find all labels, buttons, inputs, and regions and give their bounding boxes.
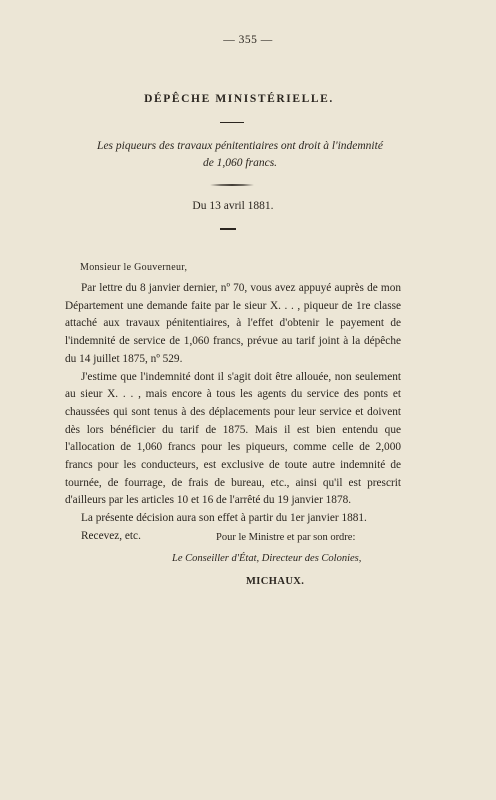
subtitle-line-1: Les piqueurs des travaux pénitentiaires ont droit à l'indemnité xyxy=(97,140,383,152)
paragraph: Recevez, etc. xyxy=(81,529,141,542)
paragraph: La présente décision aura son effet à partir du 1er janvier 1881. xyxy=(81,512,367,525)
title-rule xyxy=(220,122,244,123)
letter-body xyxy=(65,280,401,546)
paragraph: Par lettre du 8 janvier dernier, nº 70, vous avez appuyé auprès de mon Département une demande faite par le sieur X. . . , piqueur de 1re classe attaché aux travaux pénitentiaires, à l'effet d'obtenir le payement de l'indemnité de service de 1,060 francs, prévue au tarif joint à la dépêche du 14 juillet 1875, nº 529. xyxy=(65,282,401,365)
ornament-divider xyxy=(210,183,254,187)
signature-role: Le Conseiller d'État, Directeur des Colonies, xyxy=(172,553,362,564)
signature-name: MICHAUX. xyxy=(246,576,305,587)
paragraph: J'estime que l'indemnité dont il s'agit doit être allouée, non seulement au sieur X. . . , mais encore à tous les agents du service des ponts et chaussées qui sont tenus à des déplacements pour leur service et doivent dès lors bénéficier du tarif de 1875. Mais il est bien entendu que l'allocation de 1,060 francs pour les piqueurs, comme celle de 2,000 francs pour les conducteurs, est exclusive de toute autre indemnité de tournée, de fourrage, de frais de bureau, etc., ainsi qu'il est prescrit d'ailleurs par les articles 10 et 16 de l'arrêté du 19 janvier 1878. xyxy=(65,370,401,507)
subtitle-line-2: de 1,060 francs. xyxy=(202,157,278,169)
document-date: Du 13 avril 1881. xyxy=(192,200,274,212)
page-number: — 355 — xyxy=(223,34,273,46)
document-subtitle xyxy=(40,138,440,172)
date-rule xyxy=(220,228,236,230)
signature-intro: Pour le Ministre et par son ordre: xyxy=(216,532,356,543)
salutation: Monsieur le Gouverneur, xyxy=(80,262,188,273)
document-title: DÉPÊCHE MINISTÉRIELLE. xyxy=(144,93,334,105)
